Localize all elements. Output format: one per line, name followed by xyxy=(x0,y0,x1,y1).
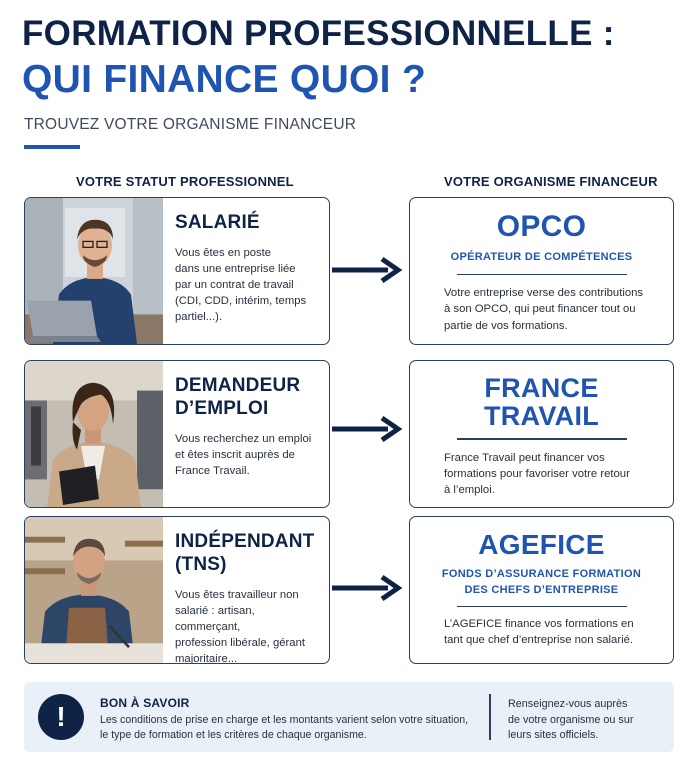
status-card-demandeur-emploi xyxy=(24,360,330,508)
funder-subtitle: OPÉRATEUR DE COMPÉTENCES xyxy=(450,251,633,263)
arrow-right-icon xyxy=(330,256,404,284)
funder-subtitle: FONDS D’ASSURANCE FORMATION DES CHEFS D’ENTREPRISE xyxy=(441,568,642,596)
exclamation-icon: ! xyxy=(38,694,84,740)
funder-description: France Travail peut financer vos formations pour favoriser votre retour à l’emploi. xyxy=(444,451,630,496)
status-description: Vous recherchez un emploi et êtes inscrit auprès de France Travail. xyxy=(175,432,312,477)
funder-card-france-travail xyxy=(409,360,674,508)
page-subtitle: TROUVEZ VOTRE ORGANISME FINANCEUR xyxy=(24,116,357,133)
arrow-right-icon xyxy=(330,574,404,602)
funder-divider xyxy=(457,606,627,608)
photo-employee xyxy=(25,198,163,344)
funder-card-opco xyxy=(409,197,674,345)
photo-job-seeker xyxy=(25,361,163,507)
funder-title: FRANCE TRAVAIL xyxy=(483,373,600,431)
funder-title: AGEFICE xyxy=(478,529,605,560)
info-side-note: Renseignez-vous auprès de votre organisme ou sur leurs sites officiels. xyxy=(508,698,634,742)
funder-divider xyxy=(457,274,627,276)
funder-divider xyxy=(457,438,627,440)
info-title: BON À SAVOIR xyxy=(100,696,190,710)
status-card-salarie xyxy=(24,197,330,345)
info-banner xyxy=(24,682,674,752)
column-header-funder: VOTRE ORGANISME FINANCEUR xyxy=(444,174,658,189)
photo-craftsman xyxy=(25,517,163,663)
page-title-line2: QUI FINANCE QUOI ? xyxy=(22,58,427,101)
status-title: DEMANDEUR D’EMPLOI xyxy=(175,375,301,419)
status-card-independant xyxy=(24,516,330,664)
status-title: INDÉPENDANT (TNS) xyxy=(175,531,315,575)
page-title-line1: FORMATION PROFESSIONNELLE : xyxy=(22,14,615,53)
status-description: Vous êtes travailleur non salarié : artisan, commerçant, profession libérale, gérant majoritaire... xyxy=(175,588,305,664)
info-text: Les conditions de prise en charge et les montants varient selon votre situation, le type de formation et les critères de chaque organisme. xyxy=(100,714,469,742)
funder-description: Votre entreprise verse des contributions à son OPCO, qui peut financer tout ou partie de vos formations. xyxy=(444,287,644,332)
arrow-right-icon xyxy=(330,415,404,443)
funder-title: OPCO xyxy=(496,210,587,243)
column-header-status: VOTRE STATUT PROFESSIONNEL xyxy=(76,174,294,189)
status-description: Vous êtes en poste dans une entreprise liée par un contrat de travail (CDI, CDD, intérim, temps partiel...). xyxy=(175,246,307,323)
status-title: SALARIÉ xyxy=(175,212,260,233)
funder-description: L’AGEFICE finance vos formations en tant que chef d’entreprise non salarié. xyxy=(444,618,634,647)
title-underline xyxy=(24,145,80,149)
info-divider xyxy=(489,694,491,740)
funder-card-agefice xyxy=(409,516,674,664)
